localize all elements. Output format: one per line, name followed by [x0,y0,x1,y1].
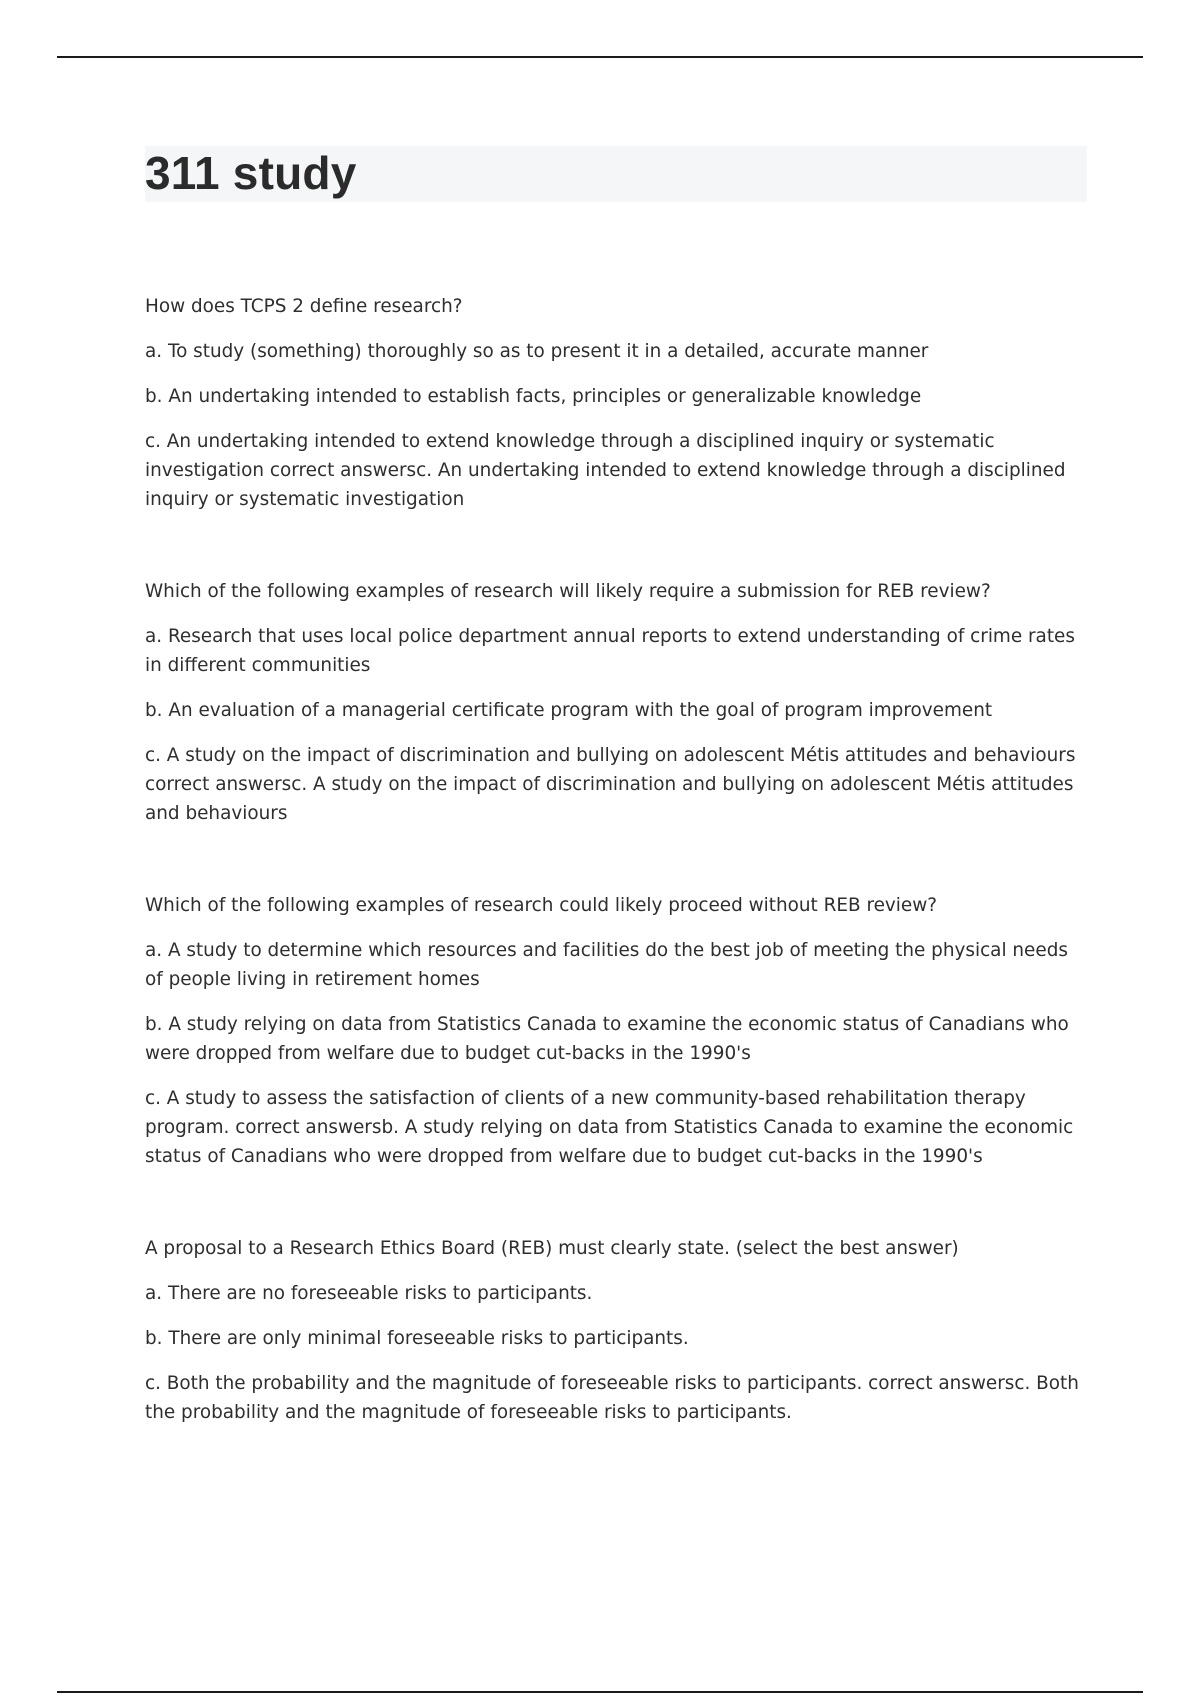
answer-option-a: a. To study (something) thoroughly so as to present it in a detailed, accurate manner [145,341,929,362]
answer-option-c: c. A study on the impact of discrimination and bullying on adolescent Métis attitudes and behaviours correct answersc. A study on the impact of discrimination and bullying on adolescent Métis attitudes and behaviours [145,745,1076,824]
answer-option-a: a. A study to determine which resources and facilities do the best job of meeting the physical needs of people living in retirement homes [145,940,1068,990]
answer-option-b: b. An undertaking intended to establish facts, principles or generalizable knowledge [145,386,922,407]
question-prompt: How does TCPS 2 define research? [145,296,463,317]
answer-option-c: c. A study to assess the satisfaction of clients of a new community-based rehabilitation therapy program. correct answersb. A study relying on data from Statistics Canada to examine the economic status of Canadians who were dropped from welfare due to budget cut-backs in the 1990's [145,1088,1074,1167]
answer-option-b: b. There are only minimal foreseeable risks to participants. [145,1328,689,1349]
answer-option-c: c. An undertaking intended to extend knowledge through a disciplined inquiry or systematic investigation correct answersc. An undertaking intended to extend knowledge through a disciplined inquiry or systematic investigation [145,431,1066,510]
document-body [145,292,1090,1427]
top-rule [57,56,1143,58]
question-prompt: A proposal to a Research Ethics Board (REB) must clearly state. (select the best answer) [145,1238,959,1259]
question-block-1 [145,292,1090,514]
bottom-rule [57,1691,1143,1693]
answer-option-b: b. An evaluation of a managerial certificate program with the goal of program improvement [145,700,993,721]
question-prompt: Which of the following examples of research will likely require a submission for REB review? [145,581,991,602]
answer-option-b: b. A study relying on data from Statistics Canada to examine the economic status of Canadians who were dropped from welfare due to budget cut-backs in the 1990's [145,1014,1069,1064]
page-title: 311 study [145,147,357,199]
answer-option-c: c. Both the probability and the magnitude of foreseeable risks to participants. correct answersc. Both the probability and the magnitude of foreseeable risks to participants. [145,1373,1079,1423]
question-block-2 [145,577,1090,828]
question-prompt: Which of the following examples of research could likely proceed without REB review? [145,895,938,916]
answer-option-a: a. There are no foreseeable risks to participants. [145,1283,593,1304]
question-block-4 [145,1234,1090,1427]
question-block-3 [145,891,1090,1171]
answer-option-a: a. Research that uses local police department annual reports to extend understanding of crime rates in different communities [145,626,1075,676]
